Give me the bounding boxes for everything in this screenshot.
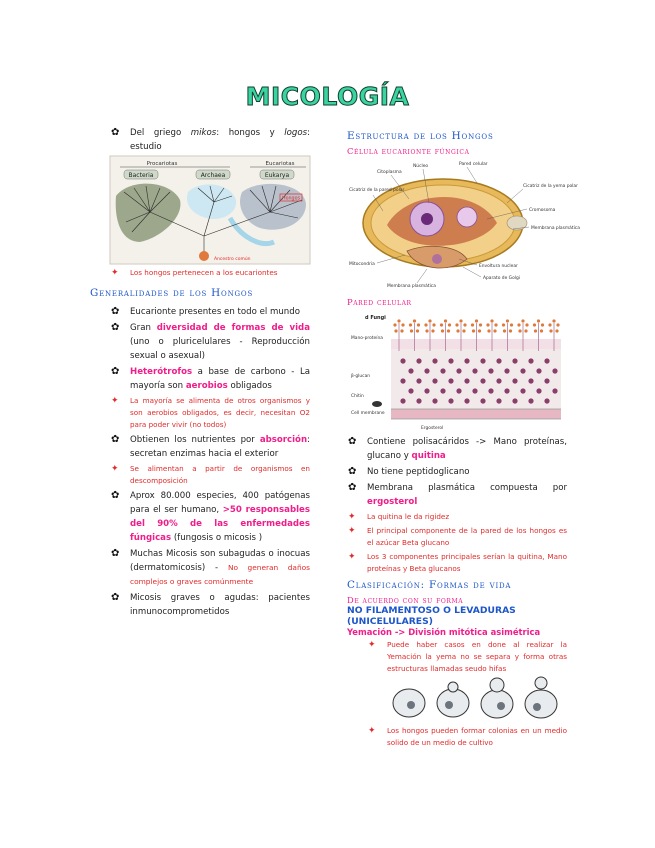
budding-yeast-figure <box>387 677 577 721</box>
flower-bullet-icon: ✿ <box>111 127 120 138</box>
flower-bullet-icon: ✿ <box>111 548 120 559</box>
mannoprotein-dot <box>478 329 481 332</box>
mannoprotein-dot <box>440 323 443 326</box>
tree-label-eukaryotes: Eucariotas <box>265 161 295 167</box>
cell-label-membrana2: Membrana plasmática <box>387 284 436 289</box>
cross-bullet-icon: ✦ <box>368 726 376 736</box>
mannoprotein-dot <box>521 319 524 322</box>
cell-label-mitocondria: Mitocondria <box>349 262 375 267</box>
bullet-ergosterol: ✿ Membrana plasmática compuesta por ergosterol <box>348 482 567 507</box>
mannoprotein-dot <box>486 323 489 326</box>
mannoprotein-dot <box>462 329 465 332</box>
mannoprotein-dot <box>479 323 482 326</box>
mannoprotein-dot <box>397 319 400 322</box>
mannoprotein-dot <box>425 329 428 332</box>
wall-label-chitin: Chitin <box>351 394 364 399</box>
cross-bullet-icon: ✦ <box>111 268 119 278</box>
cell-label-citoplasma: Citoplasma <box>377 170 402 175</box>
flower-bullet-icon: ✿ <box>111 322 120 333</box>
bullet-severe-mycoses: ✿ Micosis graves o agudas: pacientes inmunocomprometidos <box>111 592 310 617</box>
mannoprotein-dot <box>541 323 544 326</box>
note-colonies: ✦ Los hongos pueden formar colonias en un medio solido de un medio de cultivo <box>368 726 567 747</box>
mannoprotein-dot <box>517 323 520 326</box>
note-decomposition: ✦ Se alimentan a partir de organismos en descomposición <box>111 464 310 485</box>
yeast-heading: NO FILAMENTOSO O LEVADURAS (UNICELULARES) <box>347 605 516 627</box>
mannoprotein-dot <box>537 319 540 322</box>
bullet-etymology: ✿ Del griego mikos: hongos y logos: estudio <box>111 127 310 152</box>
flower-bullet-icon: ✿ <box>111 490 120 501</box>
mannoprotein-dot <box>472 329 475 332</box>
bullet-diversity: ✿ Gran diversidad de formas de vida (uno o pluricelulares - Reproducción sexual o asexual) <box>111 322 310 361</box>
flower-bullet-icon: ✿ <box>111 434 120 445</box>
mannoprotein-dot <box>549 329 552 332</box>
wall-subheading: Pared celular <box>347 297 412 307</box>
flower-bullet-icon: ✿ <box>111 306 120 317</box>
wall-label-panel: d Fungi <box>365 315 386 321</box>
mannoprotein-dot <box>401 323 404 326</box>
mannoprotein-dot <box>417 323 420 326</box>
fungal-cell-figure <box>347 159 580 291</box>
flower-bullet-icon: ✿ <box>111 366 120 377</box>
left-column <box>90 126 310 621</box>
mannoprotein-dot <box>533 323 536 326</box>
mannoprotein-dot <box>502 323 505 326</box>
bullet-eukaryote: ✿ Eucarionte presentes en todo el mundo <box>111 306 300 317</box>
cell-label-cromosoma: Cromosoma <box>529 208 556 213</box>
mannoprotein-dot <box>524 329 527 332</box>
mannoprotein-dot <box>413 319 416 322</box>
classification-heading: Clasificación: Formas de vida <box>347 579 512 591</box>
generalities-heading: Generalidades de los Hongos <box>90 287 254 299</box>
bullet-absorption: ✿ Obtienen los nutrientes por absorción: secretan enzimas hacia el exterior <box>111 434 310 459</box>
mannoprotein-dot <box>506 319 509 322</box>
cross-bullet-icon: ✦ <box>368 640 376 650</box>
mannoprotein-dot <box>432 323 435 326</box>
mannoprotein-dot <box>456 329 459 332</box>
cross-bullet-icon: ✦ <box>111 396 119 406</box>
budding-heading: Yemación -> División mitótica asimétrica <box>347 627 541 637</box>
tree-label-eukarya: Eukarya <box>264 172 290 179</box>
right-column <box>347 130 580 751</box>
mannoprotein-dot <box>555 329 558 332</box>
cell-label-pared: Pared celular <box>459 162 488 167</box>
cell-label-golgi: Aparato de Golgi <box>483 276 520 281</box>
mannoprotein-dot <box>444 319 447 322</box>
tree-label-root: Ancestro común <box>214 257 251 262</box>
mannoprotein-dot <box>534 329 537 332</box>
mannoprotein-dot <box>503 329 506 332</box>
cross-bullet-icon: ✦ <box>348 512 356 522</box>
cell-label-cicatriz-pared: Cicatriz de la pared polar <box>349 188 405 193</box>
cell-label-envoltura: Envoltura nuclear <box>479 264 518 269</box>
mannoprotein-dot <box>525 323 528 326</box>
tree-label-prokaryotes: Procariotas <box>146 161 178 167</box>
page-title: MICOLOGÍA <box>245 82 410 111</box>
note-beta-glucan: ✦ El principal componente de la pared de los hongos es el azúcar Beta glucano <box>348 526 567 547</box>
note-pseudohyphae: ✦ Puede haber casos en done al realizar la Yemación la yema no se separa y forma otras estructuras llamadas seudo hifas <box>368 640 567 673</box>
phylogenetic-tree-figure <box>110 156 310 264</box>
note-chitin-rigidity: ✦ La quitina le da rigidez <box>348 512 450 522</box>
cell-label-nucleo: Núcleo <box>413 164 429 169</box>
mannoprotein-dot <box>487 329 490 332</box>
cell-label-cicatriz-yema: Cicatriz de la yema polar <box>523 184 578 189</box>
mannoprotein-dot <box>490 319 493 322</box>
mannoprotein-dot <box>475 319 478 322</box>
mannoprotein-dot <box>552 319 555 322</box>
mannoprotein-dot <box>494 323 497 326</box>
mannoprotein-dot <box>459 319 462 322</box>
cell-label-membrana: Membrana plasmática <box>531 226 580 231</box>
flower-bullet-icon: ✿ <box>111 592 120 603</box>
cross-bullet-icon: ✦ <box>348 552 356 562</box>
note-aerobic: ✦ La mayoría se alimenta de otros organismos y son aerobios obligados, es decir, necesitan O2 para poder vivir (no todos) <box>111 396 310 429</box>
mannoprotein-dot <box>471 323 474 326</box>
mannoprotein-dot <box>493 329 496 332</box>
wall-label-cell-membrane: Cell membrane <box>351 411 385 416</box>
note-three-components: ✦ Los 3 componentes principales serían la quitina, Mano proteínas y Beta glucanos <box>348 552 567 573</box>
wall-label-mano: Mano-proteína <box>351 336 383 341</box>
wall-label-glucan: β-glucan <box>351 374 371 379</box>
tree-note: ✦ Los hongos pertenecen a los eucariontes <box>111 268 278 278</box>
mannoprotein-dot <box>540 329 543 332</box>
structure-heading: Estructura de los Hongos <box>347 130 494 142</box>
flower-bullet-icon: ✿ <box>348 436 357 447</box>
mannoprotein-dot <box>431 329 434 332</box>
mannoprotein-dot <box>409 323 412 326</box>
tree-label-fungi: Hongos <box>281 196 301 202</box>
mannoprotein-dot <box>428 319 431 322</box>
mannoprotein-dot <box>463 323 466 326</box>
bullet-mycoses: ✿ Muchas Micosis son subagudas o inocuas (dermatomicosis) - No generan daños complejos o graves comúnmente <box>111 548 310 586</box>
mannoprotein-dot <box>394 329 397 332</box>
mannoprotein-dot <box>447 329 450 332</box>
wall-label-ergosterol: Ergosterol <box>421 426 444 431</box>
mannoprotein-dot <box>509 329 512 332</box>
mannoprotein-dot <box>548 323 551 326</box>
bullet-species: ✿ Aprox 80.000 especies, 400 patógenas para el ser humano, >50 responsables del 90% de las enfermedades fúngicas (fungosis o micosis ) <box>111 490 310 543</box>
cell-wall-figure <box>347 311 567 431</box>
bullet-polysaccharides: ✿ Contiene polisacáridos -> Mano proteínas, glucano y quitina <box>348 436 567 461</box>
form-subheading: De acuerdo con su forma <box>347 595 464 605</box>
mannoprotein-dot <box>556 323 559 326</box>
cell-subheading: Célula eucarionte fúngica <box>347 146 470 156</box>
flower-bullet-icon: ✿ <box>348 482 357 493</box>
bullet-peptidoglycan: ✿ No tiene peptidoglicano <box>348 466 470 477</box>
mannoprotein-dot <box>393 323 396 326</box>
mannoprotein-dot <box>424 323 427 326</box>
mannoprotein-dot <box>441 329 444 332</box>
mannoprotein-dot <box>518 329 521 332</box>
bullet-heterotrophs: ✿ Heterótrofos a base de carbono - La mayoría son aerobios obligados <box>111 366 310 391</box>
mannoprotein-dot <box>400 329 403 332</box>
mannoprotein-dot <box>416 329 419 332</box>
tree-label-bacteria: Bacteria <box>128 172 154 179</box>
cross-bullet-icon: ✦ <box>111 464 119 474</box>
flower-bullet-icon: ✿ <box>348 466 357 477</box>
mannoprotein-dot <box>510 323 513 326</box>
cross-bullet-icon: ✦ <box>348 526 356 536</box>
mannoprotein-dot <box>410 329 413 332</box>
tree-label-archaea: Archaea <box>200 172 226 179</box>
mannoprotein-dot <box>448 323 451 326</box>
mannoprotein-dot <box>455 323 458 326</box>
